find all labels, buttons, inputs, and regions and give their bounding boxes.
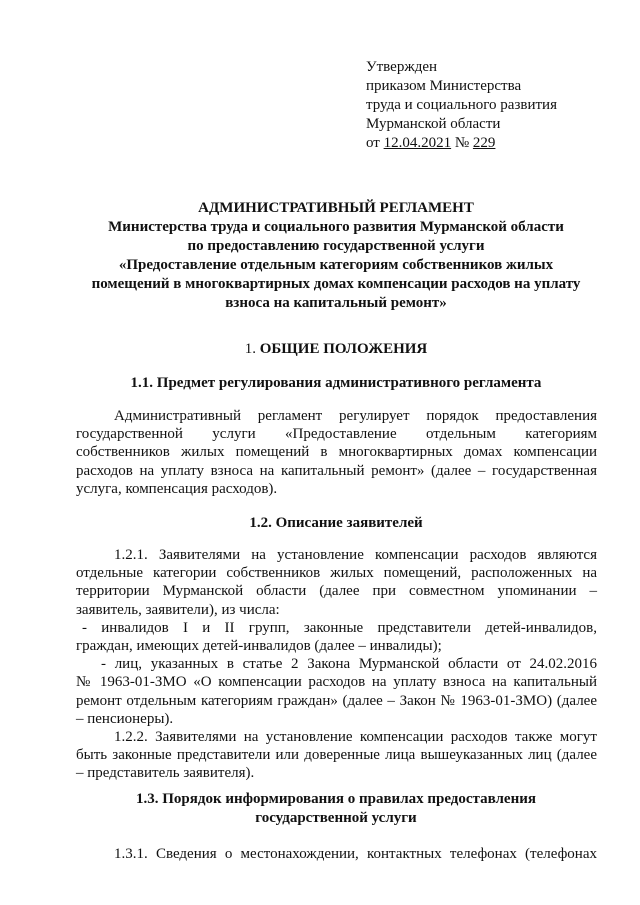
approval-line: Мурманской области (366, 116, 501, 132)
paragraph-1-2 (76, 546, 597, 783)
approval-line: приказом Министерства (366, 78, 522, 94)
title-line: взноса на капитальный ремонт» (225, 295, 447, 311)
text-line: граждан, имеющих детей-инвалидов (далее – инвалиды); (76, 638, 442, 655)
approval-number: 229 (472, 135, 496, 151)
section-heading (76, 340, 596, 359)
text-line: 1.2.1. Заявителями на установление компенсации расходов являются (114, 547, 597, 563)
approval-line: труда и социального развития (366, 97, 557, 113)
heading-line: 1.3. Порядок информирования о правилах предоставления (136, 791, 536, 807)
text-line: - инвалидов I и II групп, законные представители детей-инвалидов, (82, 619, 597, 636)
text-line: быть законные представители или доверенные лица вышеуказанных лиц (далее (76, 747, 597, 764)
heading-line: государственной услуги (255, 810, 417, 826)
title-line: «Предоставление отдельным категориям собственников жилых (118, 257, 554, 273)
title-line: Министерства труда и социального развития Мурманской области (108, 219, 564, 235)
subsection-heading: 1.1. Предмет регулирования административного регламента (130, 375, 542, 391)
approval-block (366, 58, 557, 153)
approval-number-sign: № (451, 135, 473, 151)
title-line: АДМИНИСТРАТИВНЫЙ РЕГЛАМЕНТ (198, 200, 474, 216)
document-title (76, 199, 596, 313)
paragraph-1-3 (76, 845, 597, 863)
text-line: 1.2.2. Заявителями на установление компенсации расходов также могут (114, 729, 597, 746)
paragraph-1-1 (76, 407, 597, 498)
text-line: собственников жилых помещений в многоквартирных домах компенсации (76, 444, 597, 461)
text-line: ремонт отдельным категориям граждан» (далее – Закон № 1963-01-ЗМО) (далее (76, 692, 597, 709)
text-line: 1.3.1. Сведения о местонахождении, контактных телефонах (телефонах (114, 846, 597, 862)
text-line: - лиц, указанных в статье 2 Закона Мурманской области от 24.02.2016 (101, 656, 597, 673)
text-line: – пенсионеры). (76, 710, 174, 727)
text-line: – представитель заявителя). (76, 765, 255, 782)
text-line: государственной услуги «Предоставление отдельным категориям (76, 426, 597, 443)
title-line: по предоставлению государственной услуги (187, 238, 485, 254)
section-number: 1. (244, 341, 260, 357)
approval-from: от (366, 135, 384, 151)
text-line: № 1963-01-ЗМО «О компенсации расходов на уплату взноса на капитальный (76, 674, 597, 691)
subsection-heading: 1.2. Описание заявителей (249, 515, 423, 531)
approval-date: 12.04.2021 (383, 135, 452, 151)
text-line: отдельные категории собственников жилых помещений, расположенных на (76, 565, 597, 582)
approval-line: Утвержден (366, 59, 438, 75)
title-line: помещений в многоквартирных домах компенсации расходов на уплату (91, 276, 581, 292)
text-line: территории Мурманской области (далее при совместном упоминании – (76, 583, 597, 600)
text-line: услуга, компенсация расходов). (76, 480, 278, 497)
text-line: расходов на уплату взноса на капитальный ремонт» (далее – государственная (76, 462, 597, 479)
text-line: Административный регламент регулирует порядок предоставления (114, 408, 597, 424)
approval-date-line (366, 134, 557, 153)
subsection-heading (76, 790, 596, 828)
text-line: заявитель, заявители), из числа: (76, 601, 280, 618)
section-title: ОБЩИЕ ПОЛОЖЕНИЯ (259, 341, 428, 357)
